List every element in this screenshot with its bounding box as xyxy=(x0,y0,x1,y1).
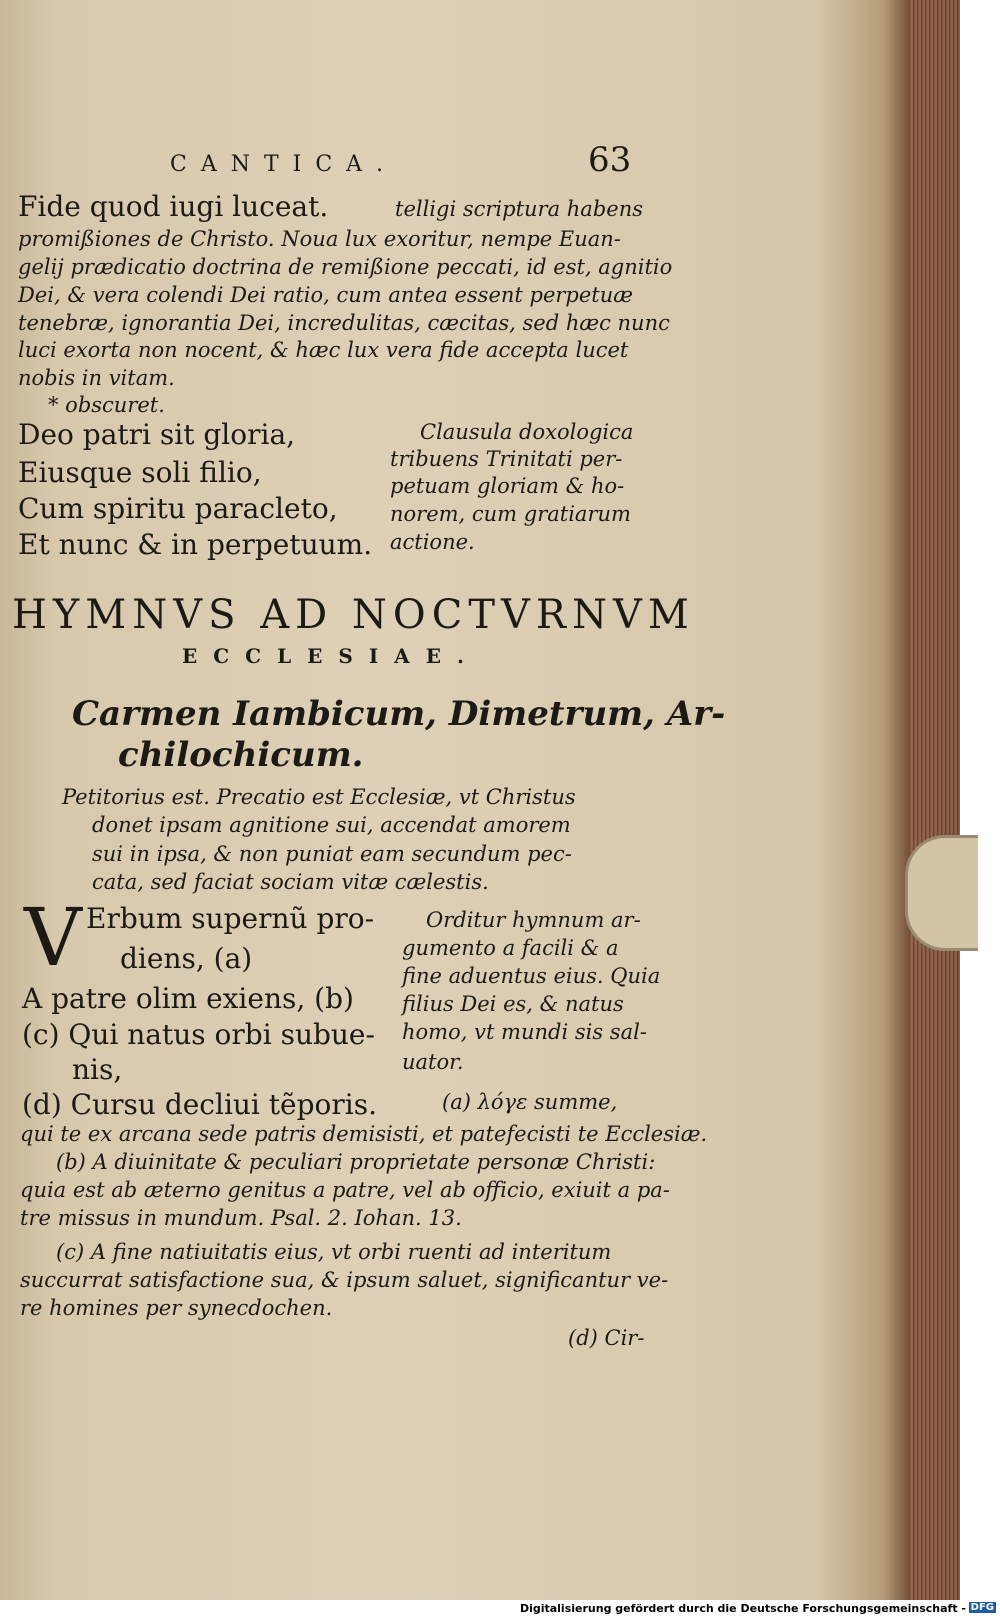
gloss-line: luci exorta non nocent, & hæc lux vera fide accepta lucet xyxy=(18,338,629,362)
hymn-title: HYMNVS AD NOCTVRNVM xyxy=(12,592,695,638)
gloss-line: * obscuret. xyxy=(48,393,165,417)
doxology-line: Deo patri sit gloria, xyxy=(18,418,296,451)
gloss-line: Dei, & vera colendi Dei ratio, cum antea essent perpetuæ xyxy=(18,283,634,307)
hymn-verse: A patre olim exiens, (b) xyxy=(22,982,354,1015)
footnote-line: quia est ab æterno genitus a patre, vel ab officio, exiuit a pa- xyxy=(20,1178,670,1202)
doxology-note-line: petuam gloriam & ho- xyxy=(390,474,625,498)
petition-line: cata, sed faciat sociam vitæ cælestis. xyxy=(92,870,489,894)
running-title: CANTICA. xyxy=(170,152,398,177)
hymn-note-line: homo, vt mundi sis sal- xyxy=(402,1020,647,1044)
hymn-subtitle: ECCLESIAE. xyxy=(182,644,480,668)
footer-credit: Digitalisierung gefördert durch die Deutsche Forschungsgemeinschaft - xyxy=(519,1602,966,1615)
hymn-verse: nis, xyxy=(72,1053,123,1086)
footnote-line: qui te ex arcana sede patris demisisti, et patefecisti te Ecclesiæ. xyxy=(20,1122,708,1146)
doxology-line: Cum spiritu paracleto, xyxy=(18,492,338,525)
hymn-note-line: fine aduentus eius. Quia xyxy=(402,964,661,988)
doxology-note-line: norem, cum gratiarum xyxy=(390,502,631,526)
gloss-line: nobis in vitam. xyxy=(18,366,175,390)
catchword: (d) Cir- xyxy=(568,1326,645,1350)
hymn-verse: (c) Qui natus orbi subue- xyxy=(22,1018,375,1051)
hymn-note-line: Orditur hymnum ar- xyxy=(426,908,641,932)
footnote-line: (b) A diuinitate & peculiari proprietate personæ Christi: xyxy=(56,1150,656,1174)
gloss-line: gelij prædicatio doctrina de remißione peccati, id est, agnitio xyxy=(18,255,673,279)
hymn-note-line: filius Dei es, & natus xyxy=(402,992,624,1016)
hymn-verse: diens, (a) xyxy=(120,942,253,975)
gloss-line: promißiones de Christo. Noua lux exoritur, nempe Euan- xyxy=(18,227,621,251)
page-clip xyxy=(905,835,978,951)
footer-bar xyxy=(0,1600,1000,1624)
footnote-line: (a) λόγε summe, xyxy=(442,1090,618,1114)
meter-line: chilochicum. xyxy=(118,735,364,775)
footnote-line: re homines per synecdochen. xyxy=(20,1296,333,1320)
gloss-line: tenebræ, ignorantia Dei, incredulitas, cæcitas, sed hæc nunc xyxy=(18,311,670,335)
page-number: 63 xyxy=(588,140,632,180)
doxology-note-line: tribuens Trinitati per- xyxy=(390,447,623,471)
footnote-line: (c) A fine natiuitatis eius, vt orbi ruenti ad interitum xyxy=(56,1240,612,1264)
footnote-line: tre missus in mundum. Psal. 2. Iohan. 13. xyxy=(20,1206,462,1230)
hymn-verse: Erbum supernũ pro- xyxy=(86,902,375,935)
petition-line: sui in ipsa, & non puniat eam secundum pec- xyxy=(92,842,572,866)
gloss-line: telligi scriptura habens xyxy=(395,197,644,221)
doxology-line: Eiusque soli filio, xyxy=(18,456,262,489)
doxology-note-line: Clausula doxologica xyxy=(420,420,634,444)
verse-line: Fide quod iugi luceat. xyxy=(18,190,329,223)
hymn-note-line: uator. xyxy=(402,1050,464,1074)
hymn-note-line: gumento a facili & a xyxy=(402,936,619,960)
footnote-line: succurrat satisfactione sua, & ipsum saluet, significantur ve- xyxy=(20,1268,669,1292)
doxology-line: Et nunc & in perpetuum. xyxy=(18,528,373,561)
hymn-verse: (d) Cursu decliui tẽporis. xyxy=(22,1088,378,1121)
dfg-logo: DFG xyxy=(970,1602,994,1613)
doxology-note-line: actione. xyxy=(390,530,475,554)
petition-line: donet ipsam agnitione sui, accendat amorem xyxy=(92,813,571,837)
page-edge xyxy=(910,0,960,1600)
petition-line: Petitorius est. Precatio est Ecclesiæ, vt Christus xyxy=(62,785,576,809)
meter-line: Carmen Iambicum, Dimetrum, Ar- xyxy=(72,694,726,734)
drop-cap: V xyxy=(24,891,82,984)
